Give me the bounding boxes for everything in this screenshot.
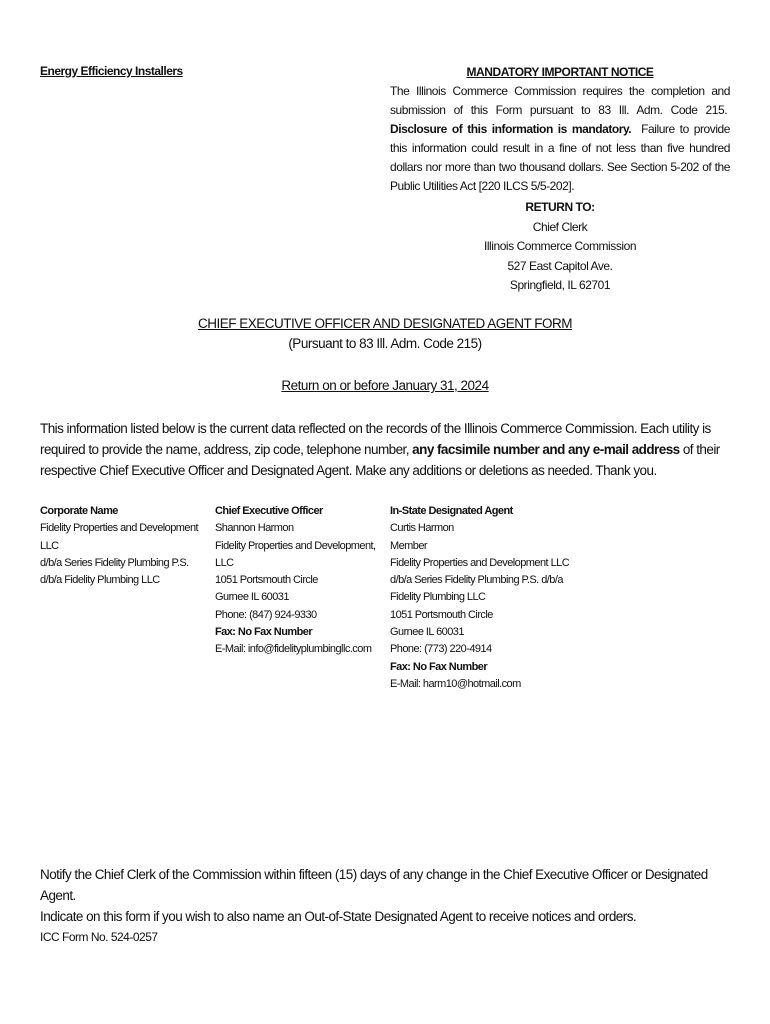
corporate-name-header: Corporate Name xyxy=(40,505,118,517)
ceo-name: Shannon Harmon xyxy=(215,522,294,535)
footer-note-line: Indicate on this form if you wish to also name an Out-of-State Designated Agent to receive notices and orders. xyxy=(40,909,637,924)
notice-body xyxy=(390,82,730,196)
form-subtitle: (Pursuant to 83 Ill. Adm. Code 215) xyxy=(288,336,482,351)
category-label: Energy Efficiency Installers xyxy=(40,64,183,78)
ceo-company: Fidelity Properties and Development, LLC xyxy=(215,539,376,569)
return-line: Chief Clerk xyxy=(532,219,588,234)
intro-paragraph xyxy=(40,418,732,481)
agent-company: Fidelity Plumbing LLC xyxy=(390,591,486,604)
designated-agent-column xyxy=(390,503,610,690)
corporate-name-line: d/b/a Series Fidelity Plumbing P.S. xyxy=(40,556,189,569)
notice-text-bold: Disclosure of this information is mandatory. xyxy=(390,122,632,136)
ceo-email: E-Mail: info@fidelityplumbingllc.com xyxy=(215,643,372,656)
ceo-fax: Fax: No Fax Number xyxy=(215,626,313,639)
return-line: Springfield, IL 62701 xyxy=(509,278,611,292)
corporate-name-line: Fidelity Properties and Development LLC xyxy=(40,522,199,552)
agent-city: Gurnee IL 60031 xyxy=(390,626,464,639)
form-heading xyxy=(0,314,770,354)
notice-text-2: Failure to provide this information could result in a fine of not less than five hundred dollars nor more than two thousand dollars. See Section 5-202 of the Public Utilities Act [220 ILCS 5/5-202]. xyxy=(390,122,730,193)
intro-text-1: This information listed below is the current data reflected on the records of the Illinois Commerce Commission. Each utility is required to provide the name, address, zip code, telephone number, xyxy=(40,421,711,457)
intro-text-bold: any facsimile number and any e-mail address xyxy=(412,442,680,457)
return-line: 527 East Capitol Ave. xyxy=(507,258,613,273)
ceo-column xyxy=(215,503,390,659)
footer-note-line: Notify the Chief Clerk of the Commission within fifteen (15) days of any change in the Chief Executive Officer or Designated Agent. xyxy=(40,867,708,903)
agent-name: Curtis Harmon xyxy=(390,522,454,535)
return-deadline: Return on or before January 31, 2024 xyxy=(281,378,489,393)
form-number: ICC Form No. 524-0257 xyxy=(40,930,158,944)
agent-company: d/b/a Series Fidelity Plumbing P.S. d/b/a xyxy=(390,574,563,587)
agent-email: E-Mail: harm10@hotmail.com xyxy=(390,677,521,690)
ceo-street: 1051 Portsmouth Circle xyxy=(215,574,318,587)
ceo-header: Chief Executive Officer xyxy=(215,505,323,517)
agent-company: Fidelity Properties and Development LLC xyxy=(390,556,570,569)
agent-title: Member xyxy=(390,539,428,552)
form-title: CHIEF EXECUTIVE OFFICER AND DESIGNATED AGENT FORM xyxy=(197,316,573,331)
intro-text-2: of their respective Chief Executive Officer and Designated Agent. Make any additions or deletions as needed. Thank you. xyxy=(40,442,720,478)
notice-title: MANDATORY IMPORTANT NOTICE xyxy=(466,65,654,79)
return-line: Illinois Commerce Commission xyxy=(483,239,637,253)
corporate-name-column xyxy=(40,503,215,589)
agent-header: In-State Designated Agent xyxy=(390,505,513,517)
ceo-phone: Phone: (847) 924-9330 xyxy=(215,608,317,621)
notice-text-1: The Illinois Commerce Commission requires the completion and submission of this Form pursuant to 83 Ill. Adm. Code 215. xyxy=(390,84,730,117)
footer-notes xyxy=(40,864,740,927)
agent-street: 1051 Portsmouth Circle xyxy=(390,608,493,621)
ceo-city: Gurnee IL 60031 xyxy=(215,591,289,604)
corporate-name-line: d/b/a Fidelity Plumbing LLC xyxy=(40,574,160,587)
agent-phone: Phone: (773) 220-4914 xyxy=(390,643,492,656)
return-to-label: RETURN TO: xyxy=(525,200,595,214)
return-address xyxy=(390,198,730,296)
mandatory-notice xyxy=(390,63,730,196)
agent-fax: Fax: No Fax Number xyxy=(390,660,488,673)
